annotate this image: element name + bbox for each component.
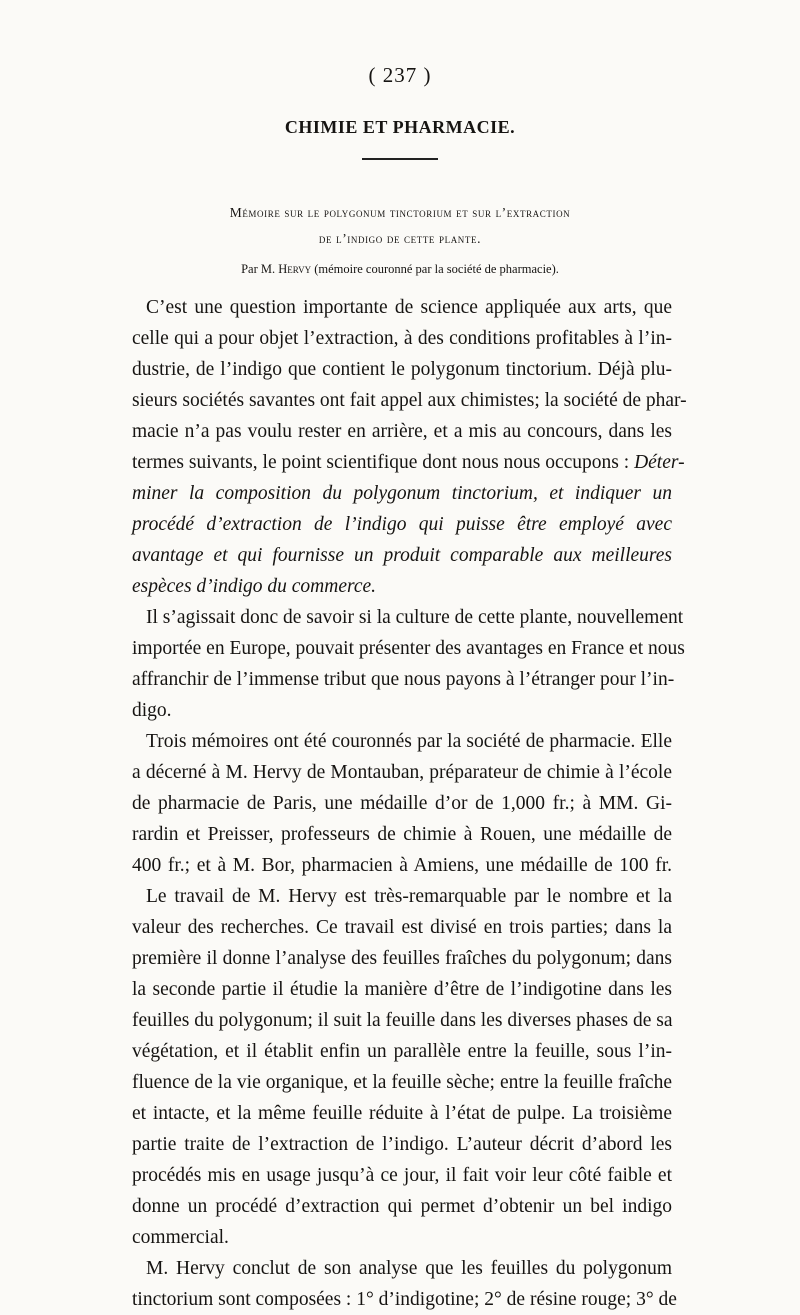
text-segment: termes suivants, le point scientifique dont nous nous occupons :	[132, 452, 630, 473]
text-line: affranchir de l’immense tribut que nous payons à l’étranger pour l’in-	[132, 669, 675, 690]
text-line: feuilles du polygonum; il suit la feuille dans les diverses phases de sa	[132, 1010, 673, 1031]
body-text	[132, 292, 687, 1315]
text-line: commercial.	[132, 1227, 229, 1248]
text-line: Il s’agissait donc de savoir si la culture de cette plante, nouvellement	[146, 607, 684, 628]
text-line: procédé d’extraction de l’indigo qui puisse être employé avec	[132, 514, 672, 535]
text-line: digo.	[132, 700, 172, 721]
byline	[0, 262, 800, 277]
text-line: la seconde partie il étudie la manière d’être de l’indigotine dans les	[132, 979, 672, 1000]
text-line: rardin et Preisser, professeurs de chimie à Rouen, une médaille de	[132, 824, 672, 845]
section-title: CHIMIE ET PHARMACIE.	[284, 117, 516, 137]
page-number: ( 237 )	[368, 63, 432, 87]
text-line: C’est une question importante de science appliquée aux arts, que	[146, 297, 672, 318]
text-line: donne un procédé d’extraction qui permet d’obtenir un bel indigo	[132, 1196, 672, 1217]
text-line	[132, 447, 685, 478]
title-divider	[362, 158, 438, 160]
text-line: Trois mémoires ont été couronnés par la société de pharmacie. Elle	[146, 731, 672, 752]
italic-segment: Déter-	[634, 452, 685, 473]
text-line: a décerné à M. Hervy de Montauban, préparateur de chimie à l’école	[132, 762, 672, 783]
text-line: 400 fr.; et à M. Bor, pharmacien à Amiens, une médaille de 100 fr.	[132, 855, 672, 876]
text-line: espèces d’indigo du commerce.	[132, 576, 377, 597]
text-line: dustrie, de l’indigo que contient le polygonum tinctorium. Déjà plu-	[132, 359, 672, 380]
text-line: avantage et qui fournisse un produit comparable aux meilleures	[132, 545, 672, 566]
text-line: M. Hervy conclut de son analyse que les feuilles du polygonum	[146, 1258, 672, 1279]
text-line: miner la composition du polygonum tinctorium, et indiquer un	[132, 483, 672, 504]
memoir-title-line-1: Mémoire sur le polygonum tinctorium et sur l’extraction	[229, 205, 571, 220]
text-line: fluence de la vie organique, et la feuille sèche; entre la feuille fraîche	[132, 1072, 672, 1093]
byline-note: (mémoire couronné par la société de pharmacie).	[314, 262, 559, 276]
text-line: macie n’a pas voulu rester en arrière, et a mis au concours, dans les	[132, 421, 672, 442]
text-line: procédés mis en usage jusqu’à ce jour, il fait voir leur côté faible et	[132, 1165, 672, 1186]
text-line: végétation, et il établit enfin un parallèle entre la feuille, sous l’in-	[132, 1041, 672, 1062]
text-line: tinctorium sont composées : 1° d’indigotine; 2° de résine rouge; 3° de	[132, 1289, 677, 1310]
text-line: sieurs sociétés savantes ont fait appel aux chimistes; la société de phar-	[132, 390, 687, 411]
byline-prefix: Par M.	[241, 262, 276, 276]
text-line: partie traite de l’extraction de l’indigo. L’auteur décrit d’abord les	[132, 1134, 672, 1155]
memoir-title-line-2: de l’indigo de cette plante.	[318, 231, 482, 246]
text-line: première il donne l’analyse des feuilles fraîches du polygonum; dans	[132, 948, 672, 969]
text-line: Le travail de M. Hervy est très-remarquable par le nombre et la	[146, 886, 672, 907]
text-line: valeur des recherches. Ce travail est divisé en trois parties; dans la	[132, 917, 672, 938]
byline-author: Hervy	[278, 262, 312, 276]
text-line: celle qui a pour objet l’extraction, à des conditions profitables à l’in-	[132, 328, 672, 349]
text-line: et intacte, et la même feuille réduite à l’état de pulpe. La troisième	[132, 1103, 672, 1124]
memoir-title	[140, 200, 660, 252]
text-line: de pharmacie de Paris, une médaille d’or de 1,000 fr.; à MM. Gi-	[132, 793, 672, 814]
text-line: importée en Europe, pouvait présenter des avantages en France et nous	[132, 638, 685, 659]
